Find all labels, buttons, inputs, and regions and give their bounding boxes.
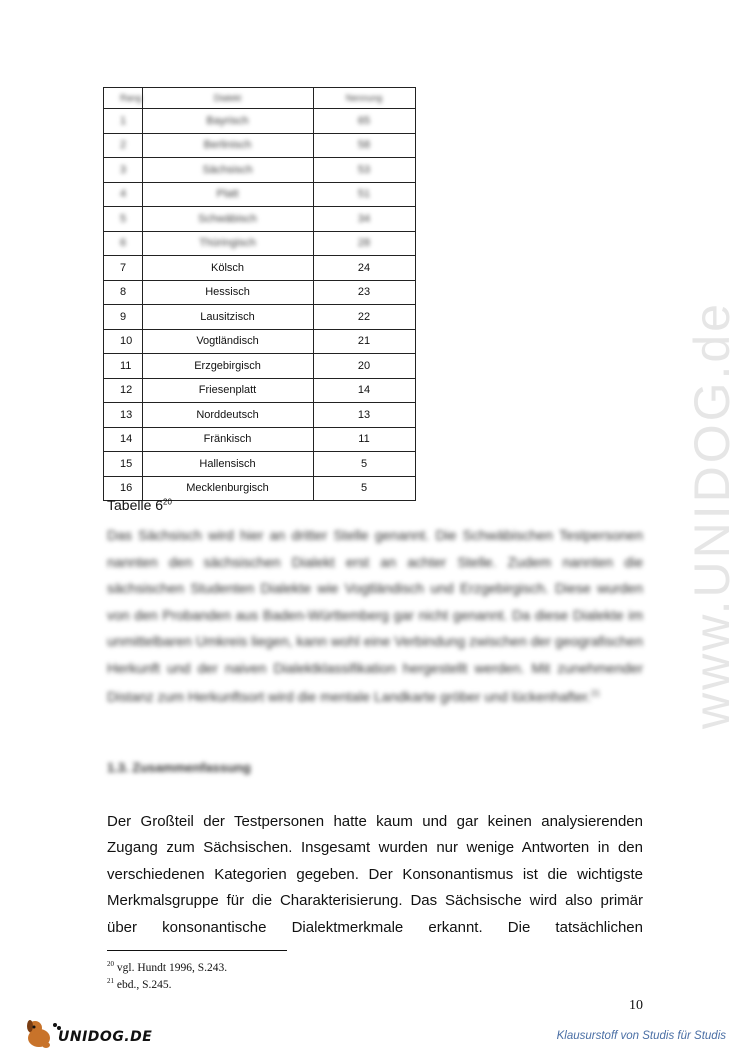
rank-cell: 9 (104, 305, 143, 330)
rank-cell: 15 (104, 452, 143, 477)
dialect-cell: Hessisch (142, 280, 313, 305)
dialect-cell: Norddeutsch (142, 403, 313, 428)
dialect-cell: Bayrisch (142, 109, 313, 134)
count-cell: 11 (313, 427, 415, 452)
rank-cell: 14 (104, 427, 143, 452)
footnote-ref: 20 (163, 497, 172, 507)
count-cell: 20 (313, 354, 415, 379)
table-row (104, 256, 416, 281)
rank-cell: 13 (104, 403, 143, 428)
table-header-row (104, 88, 416, 109)
dialect-cell: Erzgebirgisch (142, 354, 313, 379)
dialect-cell: Lausitzisch (142, 305, 313, 330)
logo-text[interactable]: UNIDOG.DE (58, 1029, 153, 1045)
header-rang: Rang (104, 88, 143, 109)
table-row (104, 452, 416, 477)
page-number: 10 (629, 998, 643, 1013)
rank-cell: 6 (104, 231, 143, 256)
count-cell: 5 (313, 452, 415, 477)
rank-cell: 16 (104, 476, 143, 501)
count-cell: 13 (313, 403, 415, 428)
footnote: $^{20}$ vgl. Hundt 1996, S.243. (107, 960, 228, 974)
rank-cell: 7 (104, 256, 143, 281)
footnote-divider (107, 950, 287, 951)
table-row (104, 133, 416, 158)
header-nennung: Nennung (313, 88, 415, 109)
rank-cell: 4 (104, 182, 143, 207)
footnote: $^{21}$ ebd., S.245. (107, 976, 172, 991)
table-row (104, 378, 416, 403)
table-row (104, 207, 416, 232)
table-row (104, 403, 416, 428)
table-row (104, 158, 416, 183)
count-cell: 34 (313, 207, 415, 232)
footnotes (107, 958, 227, 992)
count-cell: 5 (313, 476, 415, 501)
rank-cell: 1 (104, 109, 143, 134)
rank-cell: 5 (104, 207, 143, 232)
table-row (104, 305, 416, 330)
dialect-cell: Hallensisch (142, 452, 313, 477)
rank-cell: 12 (104, 378, 143, 403)
table-row (104, 231, 416, 256)
table-caption: Tabelle $6^{20}$ (107, 497, 172, 513)
dialect-cell: Sächsisch (142, 158, 313, 183)
count-cell: 58 (313, 133, 415, 158)
table-row (104, 109, 416, 134)
ranking-table (103, 87, 416, 501)
rank-cell: 2 (104, 133, 143, 158)
count-cell: 14 (313, 378, 415, 403)
count-cell: 53 (313, 158, 415, 183)
count-cell: 28 (313, 231, 415, 256)
slogan: Klausurstoff von Studis für Studis (556, 1030, 726, 1042)
dialect-cell: Kölsch (142, 256, 313, 281)
count-cell: 21 (313, 329, 415, 354)
table-row (104, 280, 416, 305)
dialect-cell: Mecklenburgisch (142, 476, 313, 501)
count-cell: 22 (313, 305, 415, 330)
dialect-cell: Platt (142, 182, 313, 207)
dialect-cell: Schwäbisch (142, 207, 313, 232)
table-row (104, 427, 416, 452)
count-cell: 23 (313, 280, 415, 305)
section-heading: 1.3. Zusammenfassung (107, 760, 251, 775)
blurred-paragraph: Das Sächsisch wird hier an dritter Stelle genannt. Die Schwäbischen Testpersonen nannten den sächsischen Dialekt erst an achter Stelle. Zudem nannten die sächsischen Studenten Dialekte wie Vogtländisch und Erzgebirgisch. Diese wurden von den Probanden aus Baden-Württemberg gar nicht genannt. Da diese Dialekte im unmittelbaren Umkreis liegen, kann wohl eine Verbindung zwischen der geografischen Herkunft und der naiven Dialektklassifikation hergestellt werden. Mit zunehmender Distanz zum Herkunftsort wird die mentale Landkarte gröber und lückenhafter.$^{21}$ (107, 527, 643, 705)
count-cell: 51 (313, 182, 415, 207)
body-paragraph: Der Großteil der Testpersonen hatte kaum und gar keinen analysierenden Zugang zum Sächsischen. Insgesamt wurden nur wenige Antworten in den verschiedenen Kategorien gegeben. Der Konsonantismus ist die wichtigste Merkmalsgruppe für die Charakterisierung. Das Sächsische wird also primär über konsonantische Dialektmerkmale erkannt. Die tatsächlichen (107, 813, 643, 936)
dialect-cell: Vogtländisch (142, 329, 313, 354)
header-dialekt: Dialekt (142, 88, 313, 109)
count-cell: 65 (313, 109, 415, 134)
dialect-cell: Fränkisch (142, 427, 313, 452)
rank-cell: 8 (104, 280, 143, 305)
watermark: www.UNIDOG.de (684, 301, 740, 729)
table-row (104, 354, 416, 379)
rank-cell: 11 (104, 354, 143, 379)
table-row (104, 329, 416, 354)
dialect-cell: Berlinisch (142, 133, 313, 158)
table-row (104, 182, 416, 207)
rank-cell: 10 (104, 329, 143, 354)
dialect-cell: Friesenplatt (142, 378, 313, 403)
rank-cell: 3 (104, 158, 143, 183)
dialect-cell: Thüringisch (142, 231, 313, 256)
count-cell: 24 (313, 256, 415, 281)
